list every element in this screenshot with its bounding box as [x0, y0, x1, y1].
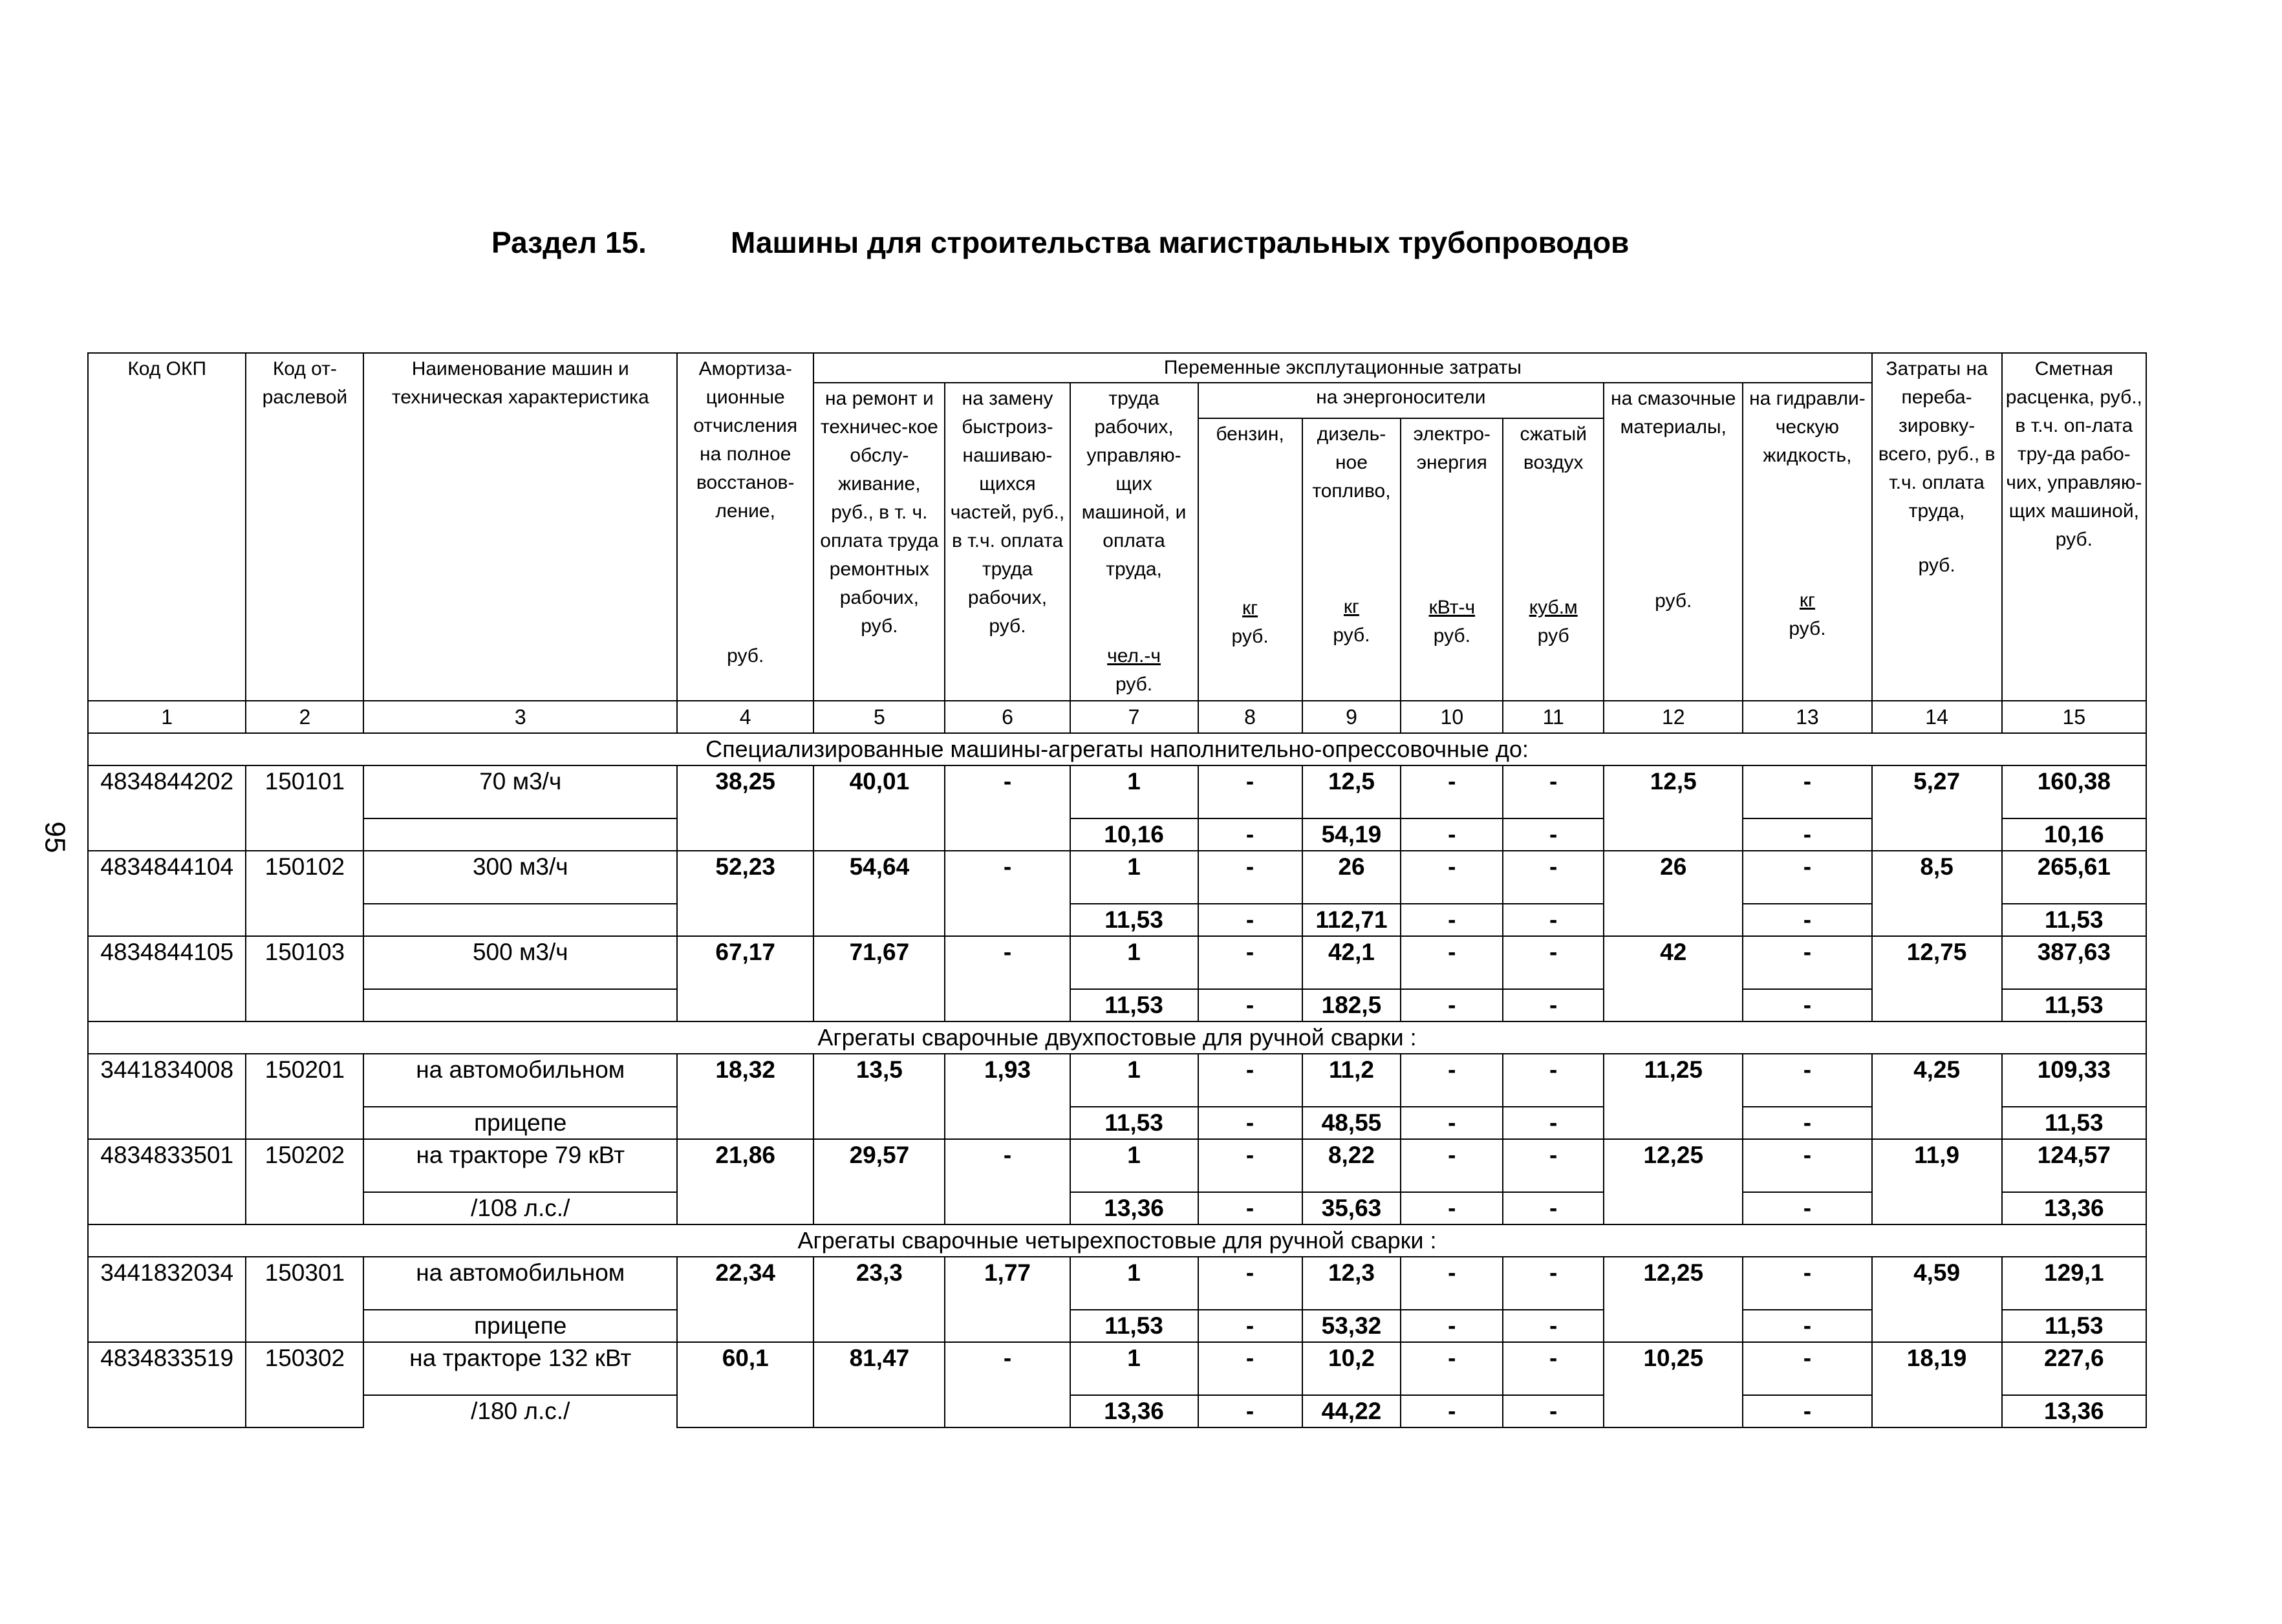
col-number: 11 — [1503, 701, 1604, 733]
col-number: 2 — [246, 701, 363, 733]
labor-rub: 10,16 — [1070, 818, 1198, 851]
relocation-value: 18,19 — [1872, 1342, 2002, 1427]
hydraulic-kg: - — [1743, 1054, 1871, 1107]
rate-total: 227,6 — [2002, 1342, 2146, 1395]
col-number: 3 — [363, 701, 677, 733]
okp-code: 4834833501 — [88, 1139, 246, 1224]
diesel-kg: 26 — [1302, 851, 1401, 904]
group-title: Агрегаты сварочные двухпостовые для ручной сварки : — [88, 1021, 2146, 1054]
group-header-row — [88, 1224, 2146, 1257]
column-numbers-row — [88, 701, 2146, 733]
industry-code: 150101 — [246, 765, 363, 851]
table-body — [88, 733, 2146, 1427]
group-header-row — [88, 733, 2146, 765]
gasoline-kg: - — [1198, 936, 1302, 989]
electricity-kwh: - — [1401, 851, 1503, 904]
air-rub: - — [1503, 1395, 1604, 1427]
hydraulic-kg: - — [1743, 1139, 1871, 1192]
header-labor: труда рабочих, управляю-щих машиной, и оплата труда, чел.-ч руб. — [1070, 383, 1198, 701]
machine-name: 500 м3/ч — [363, 936, 677, 989]
machine-name: на тракторе 79 кВт — [363, 1139, 677, 1192]
rates-table — [87, 352, 2147, 1428]
labor-rub: 11,53 — [1070, 1107, 1198, 1139]
hydraulic-rub: - — [1743, 1310, 1871, 1342]
okp-code: 4834844104 — [88, 851, 246, 936]
rate-total: 109,33 — [2002, 1054, 2146, 1107]
table-header — [88, 353, 2146, 733]
amortization-value: 18,32 — [677, 1054, 813, 1139]
col-number: 9 — [1302, 701, 1401, 733]
header-machine-name: Наименование машин и техническая характеристика — [363, 353, 677, 701]
machine-name: 70 м3/ч — [363, 765, 677, 818]
electricity-rub: - — [1401, 1107, 1503, 1139]
col-number: 14 — [1872, 701, 2002, 733]
group-title: Специализированные машины-агрегаты наполнительно-опрессовочные до: — [88, 733, 2146, 765]
labor-rub: 13,36 — [1070, 1395, 1198, 1427]
rate-total: 265,61 — [2002, 851, 2146, 904]
machine-name-cont — [363, 818, 677, 851]
air-rub: - — [1503, 989, 1604, 1021]
air-m3: - — [1503, 936, 1604, 989]
electricity-kwh: - — [1401, 1342, 1503, 1395]
machine-name: на автомобильном — [363, 1257, 677, 1310]
table-row-secondary — [88, 1310, 2146, 1342]
electricity-rub: - — [1401, 904, 1503, 936]
parts-value: - — [945, 1139, 1070, 1224]
hydraulic-kg: - — [1743, 765, 1871, 818]
parts-value: - — [945, 765, 1070, 851]
hydraulic-rub: - — [1743, 989, 1871, 1021]
amortization-value: 38,25 — [677, 765, 813, 851]
parts-value: 1,93 — [945, 1054, 1070, 1139]
rate-labor: 11,53 — [2002, 1310, 2146, 1342]
rate-total: 124,57 — [2002, 1139, 2146, 1192]
diesel-rub: 112,71 — [1302, 904, 1401, 936]
industry-code: 150201 — [246, 1054, 363, 1139]
air-m3: - — [1503, 765, 1604, 818]
relocation-value: 11,9 — [1872, 1139, 2002, 1224]
electricity-kwh: - — [1401, 936, 1503, 989]
hydraulic-rub: - — [1743, 1192, 1871, 1224]
gasoline-rub: - — [1198, 1395, 1302, 1427]
repair-value: 54,64 — [813, 851, 945, 936]
col-number: 10 — [1401, 701, 1503, 733]
header-industry-code: Код от-раслевой — [246, 353, 363, 701]
repair-value: 23,3 — [813, 1257, 945, 1342]
lubricants-value: 12,25 — [1604, 1257, 1743, 1342]
header-hydraulic-fluid: на гидравли-ческую жидкость, кг руб. — [1743, 383, 1871, 701]
electricity-kwh: - — [1401, 1257, 1503, 1310]
machine-name-cont — [363, 989, 677, 1021]
air-rub: - — [1503, 1107, 1604, 1139]
labor-hours: 1 — [1070, 1342, 1198, 1395]
header-relocation: Затраты на переба-зировку-всего, руб., в т.ч. оплата труда, руб. — [1872, 353, 2002, 701]
air-m3: - — [1503, 1054, 1604, 1107]
header-energy: на энергоносители — [1198, 383, 1604, 418]
machine-name-cont: /108 л.с./ — [363, 1192, 677, 1224]
table-row-secondary — [88, 904, 2146, 936]
okp-code: 4834833519 — [88, 1342, 246, 1427]
air-rub: - — [1503, 1192, 1604, 1224]
diesel-rub: 44,22 — [1302, 1395, 1401, 1427]
diesel-rub: 53,32 — [1302, 1310, 1401, 1342]
header-repair: на ремонт и техничес-кое обслу-живание, руб., в т. ч. оплата труда ремонтных рабочих, руб. — [813, 383, 945, 701]
relocation-value: 4,25 — [1872, 1054, 2002, 1139]
table-row-secondary — [88, 1192, 2146, 1224]
gasoline-kg: - — [1198, 1054, 1302, 1107]
amortization-value: 67,17 — [677, 936, 813, 1021]
industry-code: 150301 — [246, 1257, 363, 1342]
diesel-kg: 11,2 — [1302, 1054, 1401, 1107]
machine-name-cont — [363, 904, 677, 936]
page-number: 95 — [39, 821, 71, 853]
parts-value: - — [945, 936, 1070, 1021]
labor-hours: 1 — [1070, 1139, 1198, 1192]
diesel-rub: 48,55 — [1302, 1107, 1401, 1139]
lubricants-value: 10,25 — [1604, 1342, 1743, 1427]
repair-value: 81,47 — [813, 1342, 945, 1427]
section-title: Машины для строительства магистральных трубопроводов — [731, 226, 1630, 259]
labor-rub: 11,53 — [1070, 989, 1198, 1021]
table-row — [88, 1342, 2146, 1395]
labor-rub: 13,36 — [1070, 1192, 1198, 1224]
header-estimated-rate: Сметная расценка, руб., в т.ч. оп-лата тру-да рабо-чих, управляю-щих машиной, руб. — [2002, 353, 2146, 701]
electricity-rub: - — [1401, 1310, 1503, 1342]
diesel-rub: 54,19 — [1302, 818, 1401, 851]
gasoline-kg: - — [1198, 1139, 1302, 1192]
industry-code: 150202 — [246, 1139, 363, 1224]
diesel-kg: 12,3 — [1302, 1257, 1401, 1310]
col-number: 12 — [1604, 701, 1743, 733]
gasoline-rub: - — [1198, 904, 1302, 936]
lubricants-value: 42 — [1604, 936, 1743, 1021]
repair-value: 29,57 — [813, 1139, 945, 1224]
gasoline-rub: - — [1198, 818, 1302, 851]
gasoline-rub: - — [1198, 1192, 1302, 1224]
hydraulic-rub: - — [1743, 904, 1871, 936]
amortization-value: 60,1 — [677, 1342, 813, 1427]
lubricants-value: 26 — [1604, 851, 1743, 936]
okp-code: 3441834008 — [88, 1054, 246, 1139]
machine-name: 300 м3/ч — [363, 851, 677, 904]
machine-name-cont: прицепе — [363, 1310, 677, 1342]
parts-value: 1,77 — [945, 1257, 1070, 1342]
labor-rub: 11,53 — [1070, 904, 1198, 936]
col-number: 13 — [1743, 701, 1871, 733]
repair-value: 40,01 — [813, 765, 945, 851]
col-number: 1 — [88, 701, 246, 733]
amortization-value: 52,23 — [677, 851, 813, 936]
hydraulic-rub: - — [1743, 1395, 1871, 1427]
electricity-rub: - — [1401, 1192, 1503, 1224]
air-rub: - — [1503, 904, 1604, 936]
hydraulic-kg: - — [1743, 851, 1871, 904]
table-row — [88, 936, 2146, 989]
col-number: 4 — [677, 701, 813, 733]
electricity-kwh: - — [1401, 1139, 1503, 1192]
rate-labor: 11,53 — [2002, 904, 2146, 936]
page-title — [491, 225, 1914, 277]
rate-labor: 13,36 — [2002, 1395, 2146, 1427]
table-row — [88, 851, 2146, 904]
labor-hours: 1 — [1070, 765, 1198, 818]
amortization-value: 21,86 — [677, 1139, 813, 1224]
machine-name-cont: /180 л.с./ — [363, 1395, 677, 1427]
rate-labor: 13,36 — [2002, 1192, 2146, 1224]
lubricants-value: 12,5 — [1604, 765, 1743, 851]
rate-labor: 11,53 — [2002, 989, 2146, 1021]
rate-labor: 10,16 — [2002, 818, 2146, 851]
header-okp: Код ОКП — [88, 353, 246, 701]
gasoline-kg: - — [1198, 1257, 1302, 1310]
table-row-secondary — [88, 1395, 2146, 1427]
industry-code: 150103 — [246, 936, 363, 1021]
labor-hours: 1 — [1070, 1257, 1198, 1310]
electricity-rub: - — [1401, 989, 1503, 1021]
rate-labor: 11,53 — [2002, 1107, 2146, 1139]
col-number: 8 — [1198, 701, 1302, 733]
okp-code: 3441832034 — [88, 1257, 246, 1342]
table-row-secondary — [88, 818, 2146, 851]
air-m3: - — [1503, 1139, 1604, 1192]
relocation-value: 12,75 — [1872, 936, 2002, 1021]
air-rub: - — [1503, 818, 1604, 851]
header-electricity: электро-энергия кВт-ч руб. — [1401, 418, 1503, 701]
diesel-kg: 12,5 — [1302, 765, 1401, 818]
group-title: Агрегаты сварочные четырехпостовые для ручной сварки : — [88, 1224, 2146, 1257]
rate-total: 129,1 — [2002, 1257, 2146, 1310]
section-number: Раздел 15. — [491, 226, 647, 259]
okp-code: 4834844105 — [88, 936, 246, 1021]
parts-value: - — [945, 1342, 1070, 1427]
table-row — [88, 1139, 2146, 1192]
air-m3: - — [1503, 851, 1604, 904]
hydraulic-kg: - — [1743, 1257, 1871, 1310]
gasoline-kg: - — [1198, 1342, 1302, 1395]
lubricants-value: 12,25 — [1604, 1139, 1743, 1224]
gasoline-rub: - — [1198, 989, 1302, 1021]
diesel-kg: 42,1 — [1302, 936, 1401, 989]
lubricants-value: 11,25 — [1604, 1054, 1743, 1139]
labor-hours: 1 — [1070, 1054, 1198, 1107]
repair-value: 13,5 — [813, 1054, 945, 1139]
gasoline-kg: - — [1198, 851, 1302, 904]
electricity-kwh: - — [1401, 765, 1503, 818]
air-m3: - — [1503, 1342, 1604, 1395]
table-row — [88, 1257, 2146, 1310]
industry-code: 150302 — [246, 1342, 363, 1427]
air-rub: - — [1503, 1310, 1604, 1342]
hydraulic-kg: - — [1743, 936, 1871, 989]
header-variable-costs: Переменные эксплутационные затраты — [813, 353, 1871, 383]
diesel-rub: 35,63 — [1302, 1192, 1401, 1224]
labor-rub: 11,53 — [1070, 1310, 1198, 1342]
col-number: 6 — [945, 701, 1070, 733]
col-number: 5 — [813, 701, 945, 733]
okp-code: 4834844202 — [88, 765, 246, 851]
electricity-rub: - — [1401, 818, 1503, 851]
diesel-rub: 182,5 — [1302, 989, 1401, 1021]
amortization-value: 22,34 — [677, 1257, 813, 1342]
rate-total: 387,63 — [2002, 936, 2146, 989]
header-amortization: Амортиза-ционные отчисления на полное восстанов-ление, руб. — [677, 353, 813, 701]
table-row-secondary — [88, 1107, 2146, 1139]
hydraulic-rub: - — [1743, 1107, 1871, 1139]
machine-name-cont: прицепе — [363, 1107, 677, 1139]
header-diesel: дизель-ное топливо, кг руб. — [1302, 418, 1401, 701]
header-lubricants: на смазочные материалы, руб. — [1604, 383, 1743, 701]
diesel-kg: 10,2 — [1302, 1342, 1401, 1395]
col-number: 15 — [2002, 701, 2146, 733]
industry-code: 150102 — [246, 851, 363, 936]
relocation-value: 5,27 — [1872, 765, 2002, 851]
machine-name: на тракторе 132 кВт — [363, 1342, 677, 1395]
relocation-value: 4,59 — [1872, 1257, 2002, 1342]
header-gasoline: бензин, кг руб. — [1198, 418, 1302, 701]
hydraulic-kg: - — [1743, 1342, 1871, 1395]
labor-hours: 1 — [1070, 851, 1198, 904]
gasoline-kg: - — [1198, 765, 1302, 818]
table-row — [88, 765, 2146, 818]
table-row — [88, 1054, 2146, 1107]
machine-name: на автомобильном — [363, 1054, 677, 1107]
table-row-secondary — [88, 989, 2146, 1021]
relocation-value: 8,5 — [1872, 851, 2002, 936]
col-number: 7 — [1070, 701, 1198, 733]
header-compressed-air: сжатый воздух куб.м руб — [1503, 418, 1604, 701]
repair-value: 71,67 — [813, 936, 945, 1021]
gasoline-rub: - — [1198, 1310, 1302, 1342]
hydraulic-rub: - — [1743, 818, 1871, 851]
electricity-kwh: - — [1401, 1054, 1503, 1107]
electricity-rub: - — [1401, 1395, 1503, 1427]
diesel-kg: 8,22 — [1302, 1139, 1401, 1192]
group-header-row — [88, 1021, 2146, 1054]
labor-hours: 1 — [1070, 936, 1198, 989]
parts-value: - — [945, 851, 1070, 936]
header-parts-replacement: на замену быстроиз-нашиваю-щихся частей, руб., в т.ч. оплата труда рабочих, руб. — [945, 383, 1070, 701]
rate-total: 160,38 — [2002, 765, 2146, 818]
gasoline-rub: - — [1198, 1107, 1302, 1139]
air-m3: - — [1503, 1257, 1604, 1310]
